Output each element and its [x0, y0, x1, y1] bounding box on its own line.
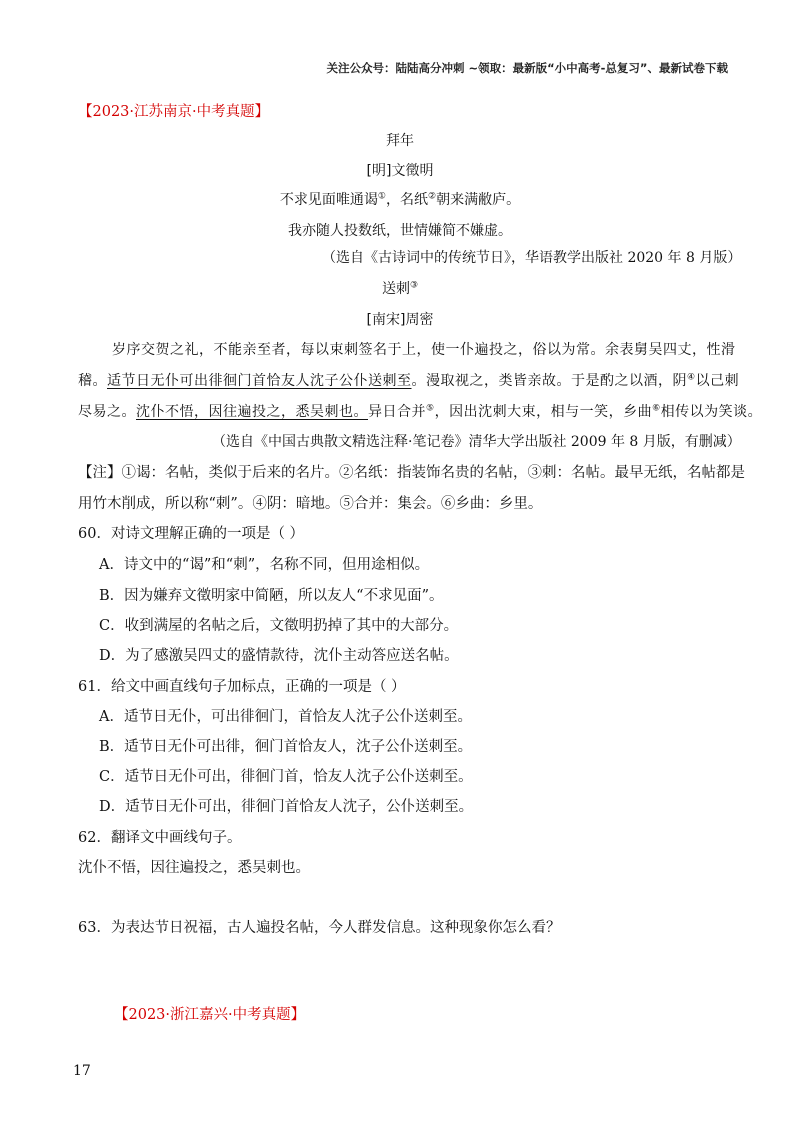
prose-text: 稽。	[78, 373, 107, 389]
prose-author: [南宋]周密	[366, 312, 434, 328]
footnote-marker: ④	[687, 372, 696, 383]
poem-title: 拜年	[386, 133, 414, 149]
poem-line-1	[0, 189, 800, 209]
footnote-marker: ⑤	[426, 403, 435, 414]
q60-option-a: A．诗文中的“谒”和“刺”，名称不同，但用途相似。	[99, 557, 430, 573]
prose-text: 以己刺	[695, 373, 740, 389]
prose-source: （选自《中国古典散文精选注释·笔记卷》清华大学出版社 2009 年 8 月版，有删减）	[212, 434, 741, 450]
q60-option-c: C．收到满屋的名帖之后，文徵明扔掉了其中的大部分。	[99, 618, 459, 634]
prose-line-3	[78, 401, 762, 421]
prose-line-2	[78, 370, 739, 390]
q61-option-d: D．适节日无仆可出，徘徊门首恰友人沈子，公仆送刺至。	[99, 799, 474, 815]
notes-line-1: 【注】①谒：名帖，类似于后来的名片。②名纸：指装饰名贵的名帖，③刺：名帖。最早无纸，名帖都是	[78, 465, 745, 481]
poem-line-1-part: 不求见面唯通谒	[279, 192, 378, 208]
poem-line-1-part: 朝来满敝庐。	[436, 192, 521, 208]
poem-line-2: 我亦随人投数纸，世情嫌简不嫌虚。	[288, 223, 512, 239]
exam-source-tag-2: 【2023·浙江嘉兴·中考真题】	[114, 1007, 306, 1023]
prose-title	[0, 278, 800, 298]
q62-sentence: 沈仆不悟，因往遍投之，悉吴刺也。	[78, 860, 310, 876]
prose-line-1: 岁序交贺之礼，不能亲至者，每以束刺签名于上，使一仆遍投之，俗以为常。余表舅吴四丈，性滑	[112, 342, 736, 358]
q60-option-b: B．因为嫌弃文徵明家中简陋，所以友人“不求见面”。	[99, 588, 444, 604]
prose-title-text: 送刺	[381, 281, 410, 297]
q60-option-d: D．为了感激吴四丈的盛情款待，沈仆主动答应送名帖。	[99, 648, 459, 664]
footnote-marker: ③	[409, 280, 419, 291]
question-63: 63．为表达节日祝福，古人遍投名帖，今人群发信息。这种现象你怎么看？	[78, 920, 561, 936]
prose-text: 相传以为笑谈。	[660, 404, 763, 420]
q61-option-a: A．适节日无仆，可出徘徊门，首恰友人沈子公仆送刺至。	[99, 709, 472, 725]
prose-text: ，因出沈刺大束，相与一笑，乡曲	[434, 404, 653, 420]
question-62: 62．翻译文中画线句子。	[78, 830, 242, 846]
notes-line-2: 用竹木削成，所以称“刺”。④阴：暗地。⑤合并：集会。⑥乡曲：乡里。	[78, 496, 543, 512]
exam-source-tag: 【2023·江苏南京·中考真题】	[78, 104, 270, 120]
question-61: 61．给文中画直线句子加标点，正确的一项是（ ）	[78, 679, 406, 695]
underlined-sentence-2: 沈仆不悟，因往遍投之，悉吴刺也。	[136, 404, 368, 420]
footnote-marker: ②	[428, 191, 437, 202]
page-number: 17	[73, 1063, 91, 1079]
prose-text: 异日合并	[368, 404, 426, 420]
prose-text: 尽易之。	[78, 404, 136, 420]
footnote-marker: ⑥	[652, 403, 661, 414]
underlined-sentence-1: 适节日无仆可出徘徊门首恰友人沈子公仆送刺至	[107, 373, 412, 389]
poem-line-1-part: ，名纸	[386, 192, 428, 208]
poem-author: [明]文徵明	[366, 163, 434, 179]
q61-option-c: C．适节日无仆可出，徘徊门首，恰友人沈子公仆送刺至。	[99, 769, 473, 785]
footnote-marker: ①	[377, 191, 386, 202]
prose-text: 。漫取视之，类皆亲故。于是酌之以酒，阴	[411, 373, 687, 389]
poem-source: （选自《古诗词中的传统节日》，华语教学出版社 2020 年 8 月版）	[322, 250, 742, 266]
q61-option-b: B．适节日无仆可出徘，徊门首恰友人，沈子公仆送刺至。	[99, 739, 473, 755]
page-header: 关注公众号：陆陆高分冲刺 ~领取：最新版“小中高考-总复习”、最新试卷下载	[326, 61, 728, 75]
question-60: 60．对诗文理解正确的一项是（ ）	[78, 526, 305, 542]
